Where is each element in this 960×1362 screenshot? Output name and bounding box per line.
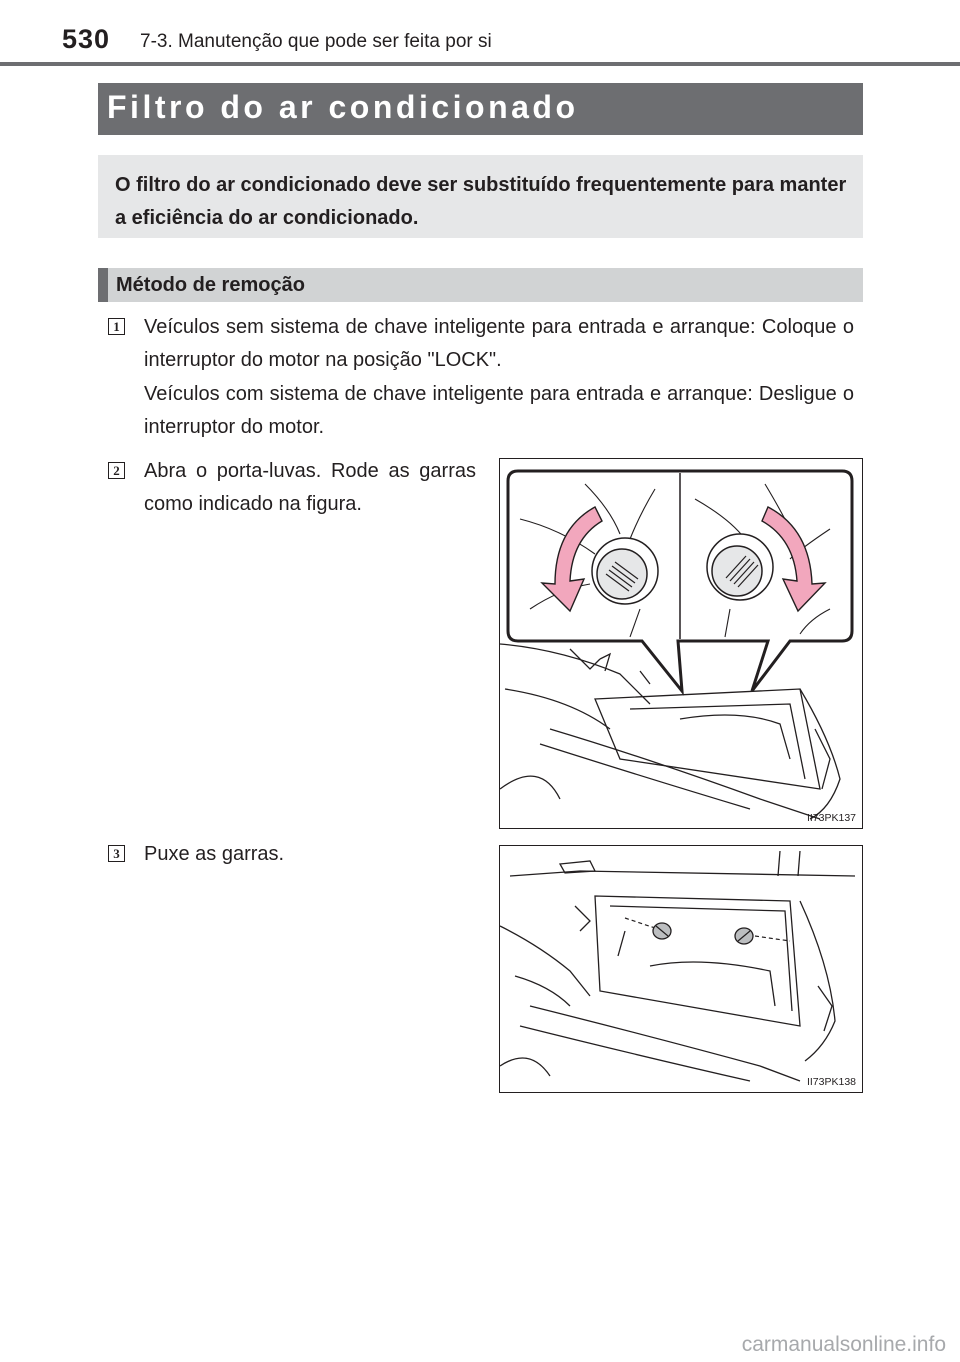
figure-glovebox-rotate-claws bbox=[499, 458, 863, 829]
step-1-paragraph-2: Veículos com sistema de chave inteligente para entrada e arranque: Desligue o interruptor do motor. bbox=[144, 383, 854, 438]
intro-box bbox=[98, 155, 863, 238]
right-claw-knob bbox=[707, 534, 773, 600]
header-rule bbox=[0, 62, 960, 66]
figure-code: II73PK138 bbox=[806, 1076, 856, 1088]
page-number: 530 bbox=[62, 24, 111, 54]
method-heading: Método de remoção bbox=[116, 274, 305, 296]
intro-text: O filtro do ar condicionado deve ser substituído frequentemente para manter a eficiência do ar condicionado. bbox=[115, 174, 847, 229]
section-title-bar bbox=[98, 83, 863, 135]
step-3-paragraph: Puxe as garras. bbox=[144, 843, 285, 865]
glovebox-rotate-illustration bbox=[500, 459, 861, 827]
right-claw bbox=[735, 928, 753, 944]
step-2-paragraph: Abra o porta-luvas. Rode as garras como indicado na figura. bbox=[144, 460, 476, 515]
left-claw-knob bbox=[592, 538, 658, 604]
figure-glovebox-pull-claws bbox=[499, 845, 863, 1093]
method-heading-bar bbox=[98, 268, 863, 302]
left-claw bbox=[653, 923, 671, 939]
watermark: carmanualsonline.info bbox=[741, 1333, 946, 1356]
chapter-title: 7-3. Manutenção que pode ser feita por si bbox=[140, 31, 492, 52]
step-2-number: 2 bbox=[108, 462, 125, 479]
glovebox-pull-illustration bbox=[500, 846, 861, 1091]
step-3-number: 3 bbox=[108, 845, 125, 862]
figure-code: II73PK137 bbox=[806, 812, 856, 824]
step-1-paragraph-1: Veículos sem sistema de chave inteligente para entrada e arranque: Coloque o interruptor do motor na posição "LOCK". bbox=[144, 316, 854, 371]
step-1-number: 1 bbox=[108, 318, 125, 335]
section-title: Filtro do ar condicionado bbox=[107, 89, 579, 125]
